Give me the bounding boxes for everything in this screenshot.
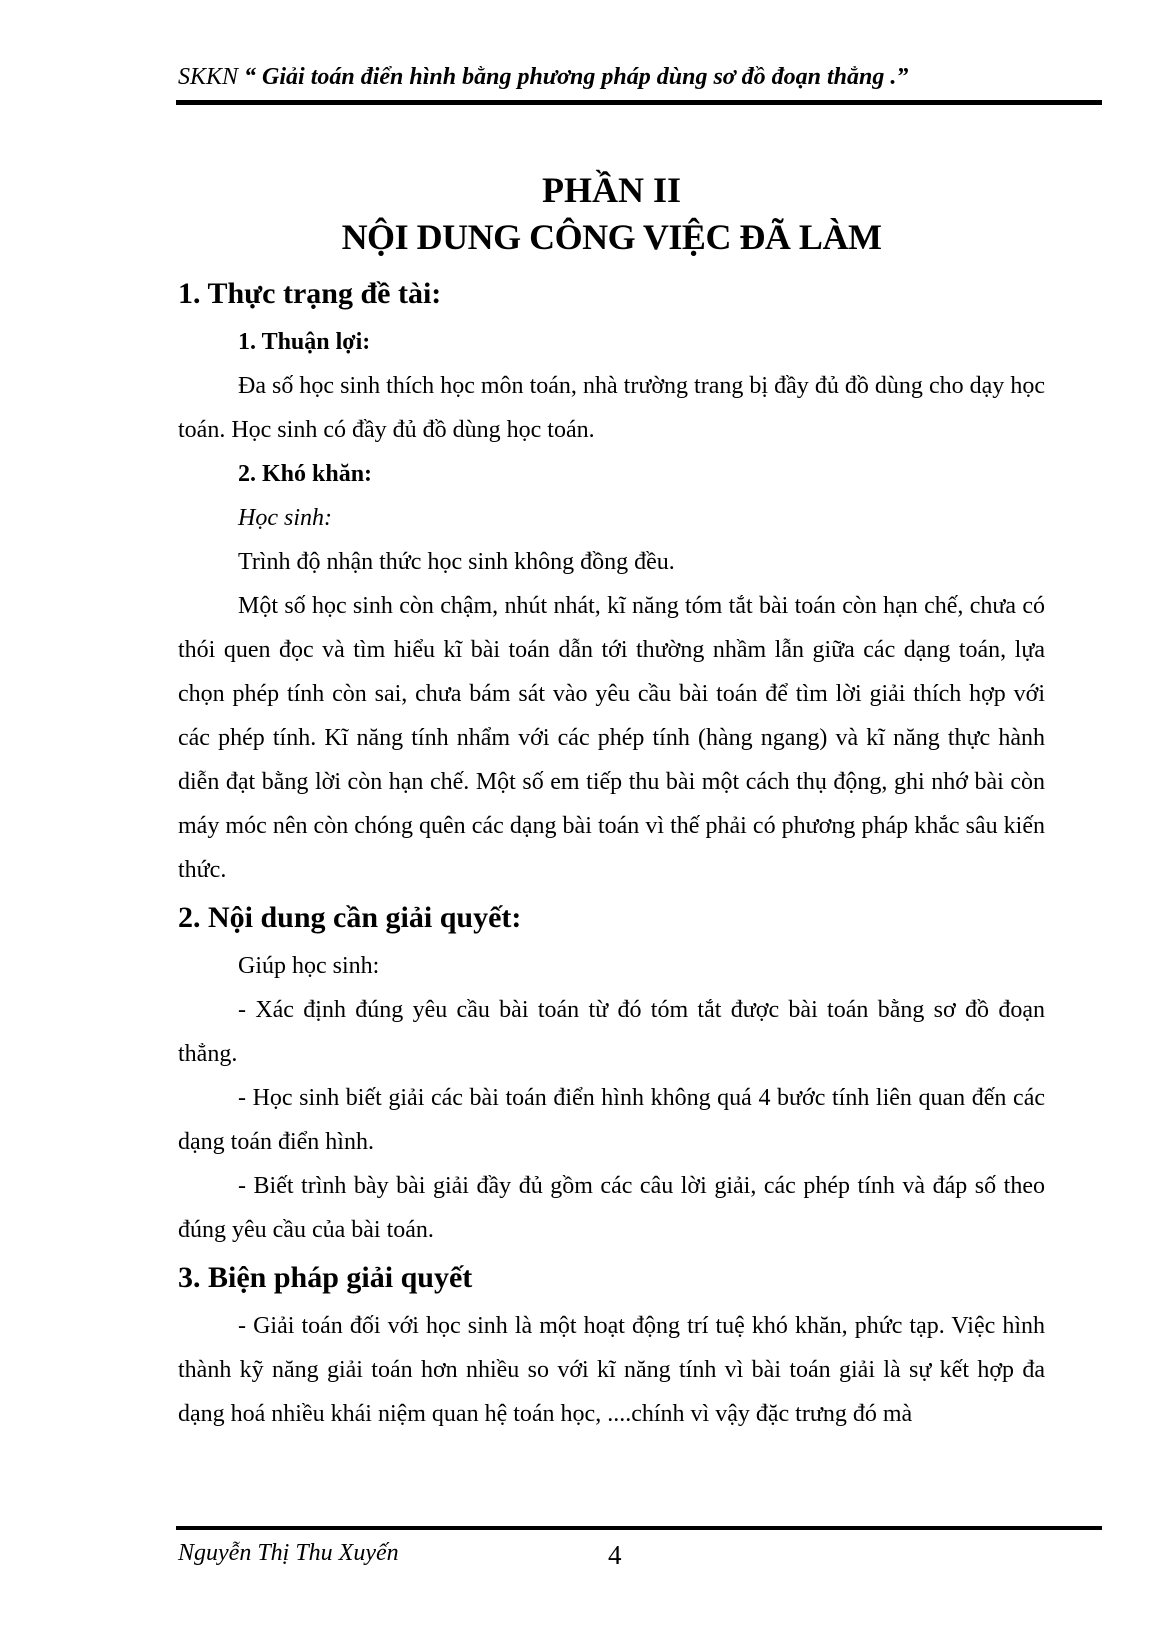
- section-1-paragraph-1: Đa số học sinh thích học môn toán, nhà trường trang bị đầy đủ đồ dùng cho dạy học toán. Học sinh có đầy đủ đồ dùng học toán.: [178, 373, 1045, 443]
- section-1-student-label: Học sinh:: [238, 505, 332, 531]
- section-2-item-2: - Học sinh biết giải các bài toán điển hình không quá 4 bước tính liên quan đến các dạng toán điển hình.: [178, 1085, 1045, 1155]
- part-subtitle: NỘI DUNG CÔNG VIỆC ĐÃ LÀM: [341, 217, 882, 257]
- header-label: SKKN: [178, 64, 239, 90]
- section-1-paragraph-2: Trình độ nhận thức học sinh không đồng đều.: [238, 549, 675, 575]
- part-title: PHẦN II: [541, 170, 681, 210]
- section-1-subheading-2: 2. Khó khăn:: [238, 461, 373, 487]
- section-2-heading: 2. Nội dung cần giải quyết:: [178, 901, 522, 934]
- section-3-paragraph-1: - Giải toán đối với học sinh là một hoạt động trí tuệ khó khăn, phức tạp. Việc hình thành kỹ năng giải toán hơn nhiều so với kĩ năng tính vì bài toán giải là sự kết hợp đa dạng hoá nhiều khái niệm quan hệ toán học, ....chính vì vậy đặc trưng đó mà: [178, 1313, 1045, 1427]
- page-footer: [176, 1526, 1102, 1568]
- footer-author: Nguyễn Thị Thu Xuyến: [178, 1540, 399, 1566]
- footer-page-number: 4: [608, 1540, 622, 1570]
- section-1-paragraph-3: Một số học sinh còn chậm, nhút nhát, kĩ năng tóm tắt bài toán còn hạn chế, chưa có thói quen đọc và tìm hiểu kĩ bài toán dẫn tới thường nhầm lẫn giữa các dạng toán, lựa chọn phép tính còn sai, chưa bám sát vào yêu cầu bài toán để tìm lời giải thích hợp với các phép tính. Kĩ năng tính nhẩm với các phép tính (hàng ngang) và kĩ năng thực hành diễn đạt bằng lời còn hạn chế. Một số em tiếp thu bài một cách thụ động, ghi nhớ bài còn máy móc nên còn chóng quên các dạng bài toán vì thế phải có phương pháp khắc sâu kiến thức.: [178, 593, 1045, 883]
- section-2-item-3: - Biết trình bày bài giải đầy đủ gồm các câu lời giải, các phép tính và đáp số theo đúng yêu cầu của bài toán.: [178, 1173, 1045, 1243]
- section-3-heading: 3. Biện pháp giải quyết: [178, 1261, 473, 1294]
- page-header: [176, 62, 1102, 105]
- section-1-subheading-1: 1. Thuận lợi:: [238, 329, 371, 355]
- section-1-heading: 1. Thực trạng đề tài:: [178, 277, 442, 310]
- document-body: [178, 268, 1045, 1436]
- section-2-intro: Giúp học sinh:: [238, 953, 380, 979]
- header-title-quote: “ Giải toán điển hình bằng phương pháp dùng sơ đồ đoạn thẳng .”: [244, 64, 909, 90]
- part-title-block: [178, 167, 1045, 261]
- section-2-item-1: - Xác định đúng yêu cầu bài toán từ đó tóm tắt được bài toán bằng sơ đồ đoạn thẳng.: [178, 997, 1045, 1067]
